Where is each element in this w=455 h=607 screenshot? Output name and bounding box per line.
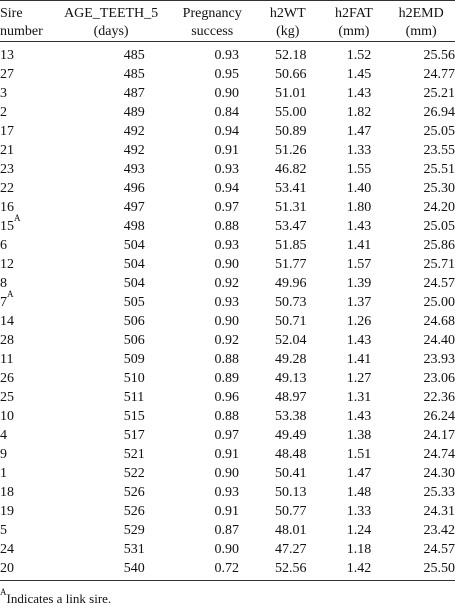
cell-h2fat: 1.27	[346, 371, 372, 386]
cell-sire-number: 23	[0, 162, 14, 177]
cell-h2emd: 25.30	[423, 181, 455, 196]
cell-pregnancy-success: 0.88	[214, 409, 239, 424]
cell-pregnancy-success: 0.96	[214, 390, 239, 405]
cell-age-teeth: 504	[123, 276, 145, 291]
cell-sire-number: 16	[0, 200, 14, 215]
cell-h2emd: 25.71	[423, 257, 455, 272]
table-row	[0, 122, 455, 141]
cell-h2fat: 1.41	[346, 352, 372, 367]
cell-pregnancy-success: 0.93	[214, 162, 239, 177]
cell-h2wt: 48.48	[275, 447, 307, 462]
cell-h2emd: 25.56	[423, 48, 455, 63]
cell-h2emd: 24.30	[423, 466, 455, 481]
cell-h2fat: 1.57	[346, 257, 372, 272]
cell-sire-number: 26	[0, 371, 14, 386]
cell-age-teeth: 498	[123, 219, 145, 234]
cell-h2wt: 51.31	[275, 200, 307, 215]
cell-pregnancy-success: 0.97	[214, 428, 239, 443]
cell-pregnancy-success: 0.92	[214, 276, 239, 291]
cell-h2wt: 52.04	[275, 333, 307, 348]
cell-h2wt: 51.26	[275, 143, 307, 158]
cell-h2fat: 1.31	[346, 390, 372, 405]
table-body	[0, 42, 455, 579]
cell-h2emd: 24.31	[423, 504, 455, 519]
cell-age-teeth: 529	[123, 523, 145, 538]
table-row	[0, 350, 455, 369]
table-row	[0, 483, 455, 502]
cell-h2emd: 23.93	[423, 352, 455, 367]
cell-sire-number: 18	[0, 485, 14, 500]
cell-pregnancy-success: 0.90	[214, 314, 239, 329]
cell-h2wt: 49.28	[275, 352, 307, 367]
cell-pregnancy-success: 0.92	[214, 333, 239, 348]
cell-h2wt: 53.38	[275, 409, 307, 424]
cell-sire-number: 11	[0, 352, 14, 367]
cell-pregnancy-success: 0.90	[214, 466, 239, 481]
cell-h2fat: 1.18	[346, 542, 372, 557]
cell-pregnancy-success: 0.89	[214, 371, 239, 386]
cell-age-teeth: 487	[123, 86, 145, 101]
cell-h2emd: 25.05	[423, 219, 455, 234]
cell-age-teeth: 496	[123, 181, 145, 196]
table-row	[0, 42, 455, 66]
cell-sire-number: 24	[0, 542, 14, 557]
cell-h2wt: 51.85	[275, 238, 307, 253]
cell-h2wt: 52.56	[275, 561, 307, 576]
cell-h2fat: 1.51	[346, 447, 372, 462]
cell-pregnancy-success: 0.88	[214, 219, 239, 234]
cell-h2wt: 50.89	[275, 124, 307, 139]
cell-age-teeth: 489	[123, 105, 145, 120]
cell-h2fat: 1.82	[346, 105, 372, 120]
cell-h2wt: 48.01	[275, 523, 307, 538]
table-row	[0, 445, 455, 464]
cell-age-teeth: 515	[123, 409, 145, 424]
cell-h2emd: 25.05	[423, 124, 455, 139]
cell-h2fat: 1.47	[346, 466, 372, 481]
cell-age-teeth: 517	[123, 428, 145, 443]
cell-h2emd: 25.50	[423, 561, 455, 576]
table-row	[0, 331, 455, 350]
cell-pregnancy-success: 0.72	[214, 561, 239, 576]
header-sire-number: Sire number	[0, 6, 43, 39]
cell-h2fat: 1.38	[346, 428, 372, 443]
table-row	[0, 84, 455, 103]
cell-sire-number: 3	[0, 86, 7, 101]
cell-sire-number: 25	[0, 390, 14, 405]
cell-pregnancy-success: 0.90	[214, 86, 239, 101]
table-row	[0, 236, 455, 255]
link-sire-marker: A	[14, 213, 21, 224]
footnote-marker: A	[0, 586, 7, 597]
cell-h2wt: 50.71	[275, 314, 307, 329]
cell-pregnancy-success: 0.84	[214, 105, 239, 120]
cell-pregnancy-success: 0.90	[214, 257, 239, 272]
cell-pregnancy-success: 0.91	[214, 143, 239, 158]
cell-sire-number: 19	[0, 504, 14, 519]
cell-h2emd: 25.33	[423, 485, 455, 500]
cell-h2fat: 1.43	[346, 86, 372, 101]
table-row	[0, 141, 455, 160]
cell-h2fat: 1.43	[346, 409, 372, 424]
header-row	[0, 1, 455, 42]
cell-h2emd: 25.51	[423, 162, 455, 177]
cell-h2emd: 24.40	[423, 333, 455, 348]
table-row	[0, 217, 455, 236]
cell-age-teeth: 531	[123, 542, 145, 557]
cell-age-teeth: 506	[123, 314, 145, 329]
cell-h2wt: 46.82	[275, 162, 307, 177]
cell-sire-number: 12	[0, 257, 14, 272]
cell-h2fat: 1.48	[346, 485, 372, 500]
cell-h2wt: 55.00	[275, 105, 307, 120]
table-row	[0, 293, 455, 312]
cell-h2fat: 1.43	[346, 333, 372, 348]
table-row	[0, 255, 455, 274]
cell-age-teeth: 493	[123, 162, 145, 177]
cell-pregnancy-success: 0.95	[214, 67, 239, 82]
cell-h2wt: 50.13	[275, 485, 307, 500]
cell-sire-number: 17	[0, 124, 14, 139]
cell-h2fat: 1.33	[346, 504, 372, 519]
cell-h2fat: 1.24	[346, 523, 372, 538]
table-bottom-rule	[0, 580, 455, 581]
cell-h2emd: 25.00	[423, 295, 455, 310]
cell-pregnancy-success: 0.93	[214, 295, 239, 310]
cell-pregnancy-success: 0.93	[214, 48, 239, 63]
cell-pregnancy-success: 0.94	[214, 181, 239, 196]
cell-h2wt: 50.41	[275, 466, 307, 481]
cell-age-teeth: 505	[123, 295, 145, 310]
cell-h2wt: 49.49	[275, 428, 307, 443]
cell-pregnancy-success: 0.91	[214, 504, 239, 519]
header-pregnancy-success: Pregnancy success	[182, 6, 242, 39]
table-row	[0, 464, 455, 483]
cell-age-teeth: 521	[123, 447, 145, 462]
cell-sire-number: 13	[0, 48, 14, 63]
cell-h2emd: 24.77	[423, 67, 455, 82]
cell-h2emd: 24.20	[423, 200, 455, 215]
cell-h2wt: 51.77	[275, 257, 307, 272]
cell-age-teeth: 504	[123, 257, 145, 272]
table-row	[0, 521, 455, 540]
link-sire-marker: A	[7, 289, 14, 300]
cell-sire-number: 6	[0, 238, 7, 253]
cell-pregnancy-success: 0.93	[214, 485, 239, 500]
table-row	[0, 65, 455, 84]
table-row	[0, 502, 455, 521]
cell-sire-number: 2	[0, 105, 7, 120]
cell-h2emd: 24.74	[423, 447, 455, 462]
cell-age-teeth: 509	[123, 352, 145, 367]
table-row	[0, 540, 455, 559]
table-row	[0, 160, 455, 179]
cell-sire-number: 1	[0, 466, 7, 481]
cell-h2wt: 53.47	[275, 219, 307, 234]
table-row	[0, 179, 455, 198]
cell-sire-number: 27	[0, 67, 14, 82]
cell-h2wt: 51.01	[275, 86, 307, 101]
table-row	[0, 369, 455, 388]
cell-age-teeth: 492	[123, 143, 145, 158]
cell-age-teeth: 497	[123, 200, 145, 215]
cell-sire-number: $7^A$	[0, 289, 14, 310]
cell-age-teeth: 511	[123, 390, 145, 405]
table-row	[0, 103, 455, 122]
table-row	[0, 198, 455, 217]
table-row	[0, 312, 455, 331]
header-age-teeth: AGE_TEETH_5 (days)	[64, 6, 159, 39]
cell-age-teeth: 540	[123, 561, 145, 576]
cell-sire-number: 20	[0, 561, 14, 576]
cell-pregnancy-success: 0.91	[214, 447, 239, 462]
table-row	[0, 407, 455, 426]
cell-h2emd: 24.68	[423, 314, 455, 329]
cell-sire-number: 8	[0, 276, 7, 291]
cell-age-teeth: 522	[123, 466, 145, 481]
footnote-text: Indicates a link sire.	[6, 591, 112, 606]
cell-pregnancy-success: 0.93	[214, 238, 239, 253]
cell-h2wt: 49.96	[275, 276, 307, 291]
cell-h2emd: 23.06	[423, 371, 455, 386]
cell-pregnancy-success: 0.94	[214, 124, 239, 139]
header-h2emd: h2EMD (mm)	[398, 6, 444, 39]
cell-h2emd: 25.86	[423, 238, 455, 253]
cell-sire-number: 28	[0, 333, 14, 348]
cell-pregnancy-success: 0.88	[214, 352, 239, 367]
cell-h2fat: 1.39	[346, 276, 372, 291]
cell-h2fat: 1.37	[346, 295, 372, 310]
table-row	[0, 559, 455, 578]
cell-sire-number: 9	[0, 447, 7, 462]
cell-age-teeth: 485	[123, 48, 145, 63]
cell-h2wt: 53.41	[275, 181, 307, 196]
cell-h2emd: 26.94	[423, 105, 455, 120]
cell-sire-number: 22	[0, 181, 14, 196]
cell-age-teeth: 504	[123, 238, 145, 253]
cell-h2wt: 50.77	[275, 504, 307, 519]
table-footnote	[0, 586, 455, 607]
cell-sire-number: 10	[0, 409, 14, 424]
cell-h2wt: 50.73	[275, 295, 307, 310]
cell-h2fat: 1.52	[346, 48, 372, 63]
header-h2fat: h2FAT (mm)	[334, 6, 373, 39]
cell-h2fat: 1.40	[346, 181, 372, 196]
table-header	[0, 1, 455, 42]
cell-age-teeth: 485	[123, 67, 145, 82]
cell-h2emd: 22.36	[423, 390, 455, 405]
cell-pregnancy-success: 0.90	[214, 542, 239, 557]
cell-sire-number: 4	[0, 428, 7, 443]
cell-pregnancy-success: 0.87	[214, 523, 239, 538]
cell-age-teeth: 526	[123, 504, 145, 519]
cell-h2wt: 48.97	[275, 390, 307, 405]
cell-sire-number: 14	[0, 314, 14, 329]
table-row	[0, 274, 455, 293]
cell-h2fat: 1.80	[346, 200, 372, 215]
cell-h2fat: 1.43	[346, 219, 372, 234]
table-row	[0, 426, 455, 445]
cell-h2wt: 49.13	[275, 371, 307, 386]
cell-h2wt: 50.66	[275, 67, 307, 82]
cell-h2emd: 25.21	[423, 86, 455, 101]
cell-age-teeth: 506	[123, 333, 145, 348]
cell-h2emd: 24.17	[423, 428, 455, 443]
header-h2wt: h2WT (kg)	[269, 6, 306, 39]
cell-h2emd: 24.57	[423, 276, 455, 291]
cell-age-teeth: 526	[123, 485, 145, 500]
cell-pregnancy-success: 0.97	[214, 200, 239, 215]
cell-h2wt: 47.27	[275, 542, 307, 557]
cell-h2wt: 52.18	[275, 48, 307, 63]
cell-h2fat: 1.55	[346, 162, 372, 177]
cell-h2fat: 1.26	[346, 314, 372, 329]
table-row	[0, 388, 455, 407]
cell-h2fat: 1.45	[346, 67, 372, 82]
cell-h2fat: 1.47	[346, 124, 372, 139]
cell-sire-number: 5	[0, 523, 7, 538]
cell-h2emd: 23.55	[423, 143, 455, 158]
cell-sire-number: $15^A$	[0, 213, 21, 234]
cell-h2fat: 1.42	[346, 561, 372, 576]
cell-h2emd: 23.42	[423, 523, 455, 538]
cell-h2fat: 1.41	[346, 238, 372, 253]
cell-age-teeth: 510	[123, 371, 145, 386]
cell-age-teeth: 492	[123, 124, 145, 139]
cell-h2emd: 26.24	[423, 409, 455, 424]
cell-h2fat: 1.33	[346, 143, 372, 158]
cell-sire-number: 21	[0, 143, 14, 158]
cell-h2emd: 24.57	[423, 542, 455, 557]
